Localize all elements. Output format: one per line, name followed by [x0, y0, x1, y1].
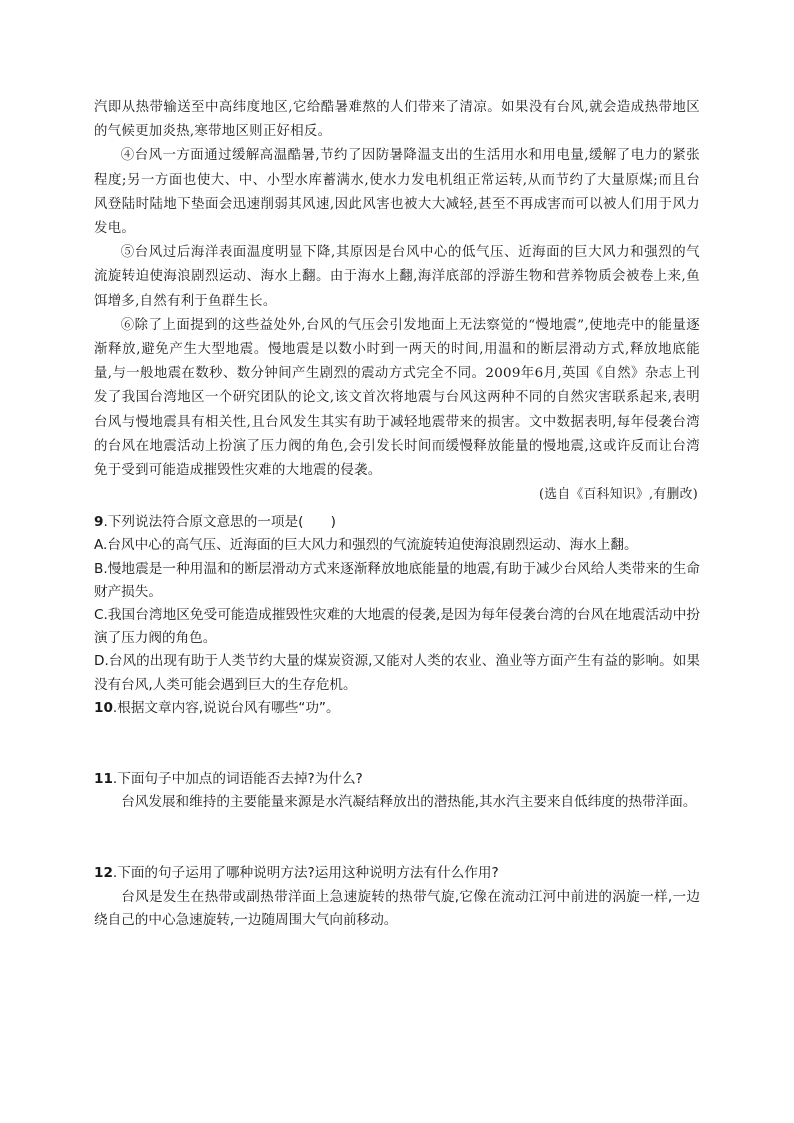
questions-section	[94, 511, 700, 932]
question-11-quote: 台风发展和维持的主要能量来源是水汽凝结释放出的潜热能,其水汽主要来自低纬度的热带洋面。	[121, 794, 697, 811]
question-11-stem	[94, 768, 700, 791]
question-9-option-c: C.我国台湾地区免受可能造成摧毁性灾难的大地震的侵袭,是因为每年侵袭台湾的台风在地震活动中扮演了压力阀的角色。	[94, 607, 700, 647]
question-9-stem	[94, 511, 700, 534]
question-12-text: .下面的句子运用了哪种说明方法?运用这种说明方法有什么作用?	[112, 865, 499, 882]
passage-paragraph-6: ⑥除了上面提到的这些益处外,台风的气压会引发地面上无法察觉的“慢地震”,使地壳中的能量逐渐释放,避免产生大型地震。慢地震是以数小时到一两天的时间,用温和的断层滑动方式,释放地底能量,与一般地震在数秒、数分钟间产生剧烈的震动方式完全不同。2009年6月,英国《自然》杂志上刊发了我国台湾地区一个研究团队的论文,该文首次将地震与台风这两种不同的自然灾害联系起来,表明台风与慢地震具有相关性,且台风发生其实有助于减轻地震带来的损害。文中数据表明,每年侵袭台湾的台风在地震活动上扮演了压力阀的角色,会引发长时间而缓慢释放能量的慢地震,这或许反而让台湾免于受到可能造成摧毁性灾难的大地震的侵袭。	[94, 317, 700, 479]
question-12-quote: 台风是发生在热带或副热带洋面上急速旋转的热带气旋,它像在流动江河中前进的涡旋一样,一边绕自己的中心急速旋转,一边随周围大气向前移动。	[94, 888, 700, 928]
question-10-text: .根据文章内容,说说台风有哪些“功”。	[112, 699, 340, 716]
question-12-number: 12	[94, 865, 113, 882]
question-9-option-a: A.台风中心的高气压、近海面的巨大风力和强烈的气流旋转迫使海浪剧烈运动、海水上翻。	[94, 537, 638, 554]
question-12-stem	[94, 862, 700, 885]
question-11-text: .下面句子中加点的词语能否去掉?为什么?	[112, 771, 363, 788]
question-9-option-b: B.慢地震是一种用温和的断层滑动方式来逐渐释放地底能量的地震,有助于减少台风给人类带来的生命财产损失。	[94, 560, 700, 600]
question-11-number: 11	[94, 771, 113, 788]
passage-source: (选自《百科知识》,有删改)	[538, 487, 698, 503]
question-9-text: .下列说法符合原文意思的一项是( )	[103, 514, 336, 531]
reading-passage	[94, 96, 700, 507]
passage-paragraph-continued: 汽即从热带输送至中高纬度地区,它给酷暑难熬的人们带来了清凉。如果没有台风,就会造成热带地区的气候更加炎热,寒带地区则正好相反。	[94, 100, 700, 140]
passage-paragraph-5: ⑤台风过后海洋表面温度明显下降,其原因是台风中心的低气压、近海面的巨大风力和强烈的气流旋转迫使海浪剧烈运动、海水上翻。由于海水上翻,海洋底部的浮游生物和营养物质会被卷上来,鱼饵增多,自然有利于鱼群生长。	[94, 245, 700, 309]
passage-paragraph-4: ④台风一方面通过缓解高温酷暑,节约了因防暑降温支出的生活用水和用电量,缓解了电力的紧张程度;另一方面也使大、中、小型水库蓄满水,使水力发电机组正常运转,从而节约了大量原煤;而且台风登陆时陆地下垫面会迅速削弱其风速,因此风害也被大大减轻,甚至不再成害而可以被人们用于风力发电。	[94, 148, 700, 237]
question-10-number: 10	[94, 699, 113, 716]
question-9-option-d: D.台风的出现有助于人类节约大量的煤炭资源,又能对人类的农业、渔业等方面产生有益的影响。如果没有台风,人类可能会遇到巨大的生存危机。	[94, 653, 700, 693]
question-9-number: 9	[94, 514, 104, 531]
document-page	[94, 96, 700, 932]
question-10-stem	[94, 697, 700, 720]
answer-space-10	[94, 720, 700, 768]
answer-space-11	[94, 814, 700, 862]
